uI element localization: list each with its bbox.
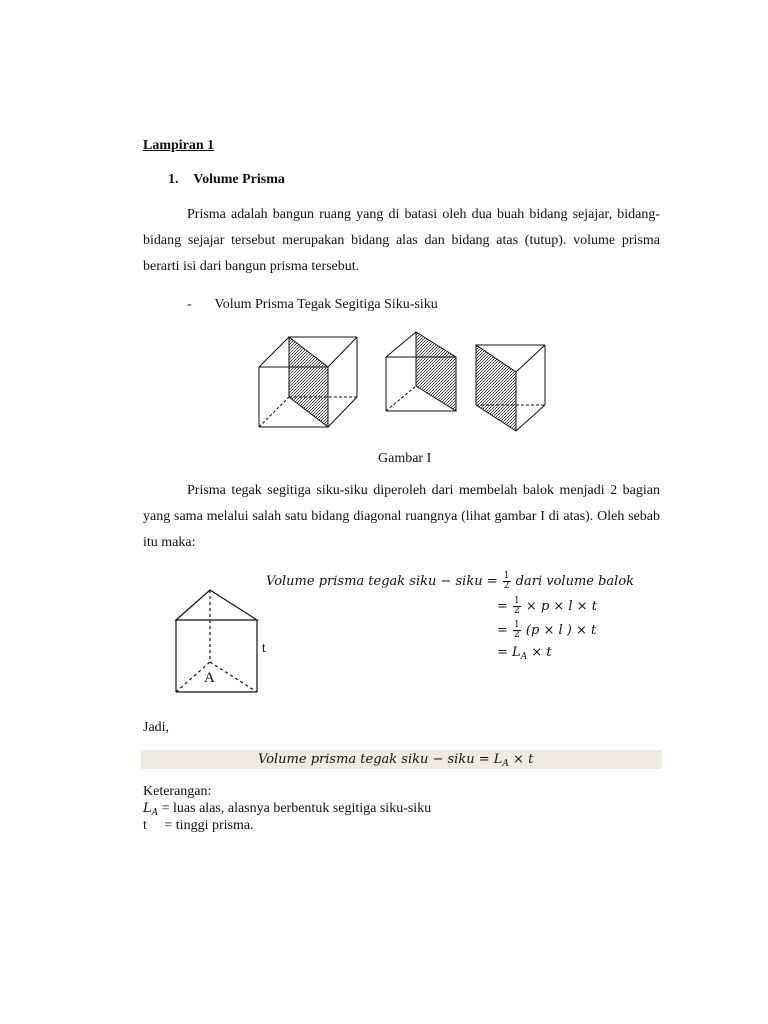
conclusion-formula: Volume prisma tegak siku − siku = $L_A \times t$ [258, 752, 534, 769]
intro-paragraph: Prisma adalah bangun ruang yang di batasi oleh dua buah bidang sejajar, bidang-bidang sejajar tersebut merupakan bidang alas dan bidang atas (tutup). volume prisma berarti isi dari bangun prisma tersebut. [143, 207, 660, 274]
notes-heading: Keterangan: [143, 784, 212, 799]
section-number: 1. [168, 172, 179, 187]
section-title: Volume Prisma [193, 172, 285, 187]
base-label: A [204, 670, 215, 686]
notes-item-tinggi: t = tinggi prisma. [143, 818, 254, 833]
notes-item-luas-alas: $L_A$ = luas alas, alasnya berbentuk segitiga siku-siku [143, 801, 432, 818]
bullet-marker: - [187, 297, 192, 312]
equation-line-3: = $\frac{1}{2}$ (p × l ) × t [497, 620, 597, 640]
appendix-title: Lampiran 1 [143, 138, 215, 153]
equation-line-4: = $L_A \times t$ [497, 645, 552, 662]
bullet-text: Volum Prisma Tegak Segitiga Siku-siku [214, 297, 438, 312]
conclusion-label: Jadi, [143, 720, 170, 735]
equation-line-1: Volume prisma tegak siku − siku = $\frac{1}{2}$ dari volume balok [266, 571, 635, 591]
height-label: t [262, 641, 266, 655]
equation-line-2: = $\frac{1}{2}$ × p × l × t [497, 596, 597, 616]
second-paragraph: Prisma tegak segitiga siku-siku diperoleh dari membelah balok menjadi 2 bagian yang sama melalui salah satu bidang diagonal ruangnya (lihat gambar I di atas). Oleh sebab itu maka: [143, 483, 660, 550]
figure-caption: Gambar I [378, 451, 432, 466]
